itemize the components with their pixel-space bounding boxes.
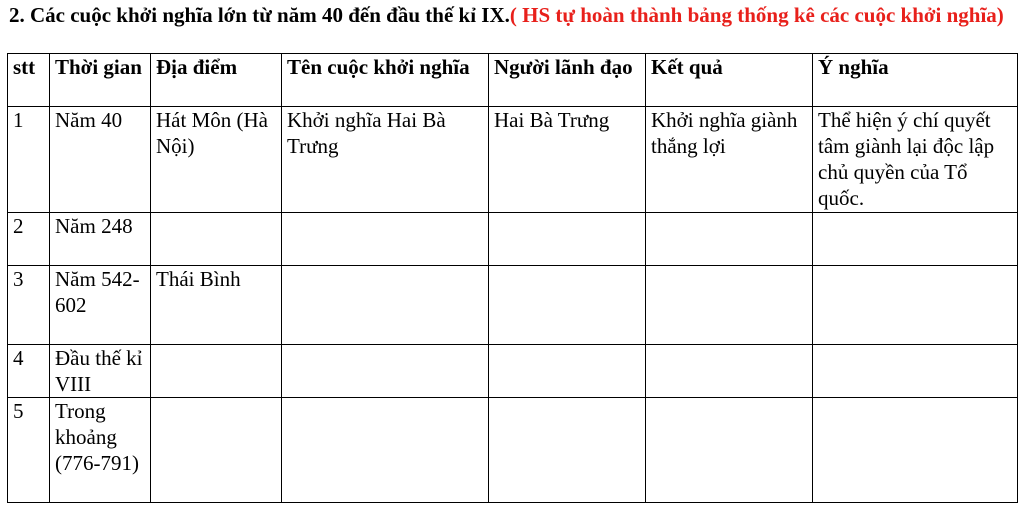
cell-uprising-name	[282, 213, 489, 266]
cell-significance: Thể hiện ý chí quyết tâm giành lại độc lập chủ quyền của Tổ quốc.	[813, 107, 1018, 213]
cell-result	[646, 345, 813, 398]
table-row	[8, 398, 1018, 503]
heading-main: 2. Các cuộc khởi nghĩa lớn từ năm 40 đến đầu thế kỉ IX.	[9, 3, 510, 27]
cell-stt: 3	[8, 266, 50, 345]
cell-significance	[813, 398, 1018, 503]
cell-result	[646, 213, 813, 266]
cell-leader	[489, 266, 646, 345]
table-header-row	[8, 54, 1018, 107]
header-leader: Người lãnh đạo	[489, 54, 646, 107]
cell-time: Năm 542-602	[50, 266, 151, 345]
cell-significance	[813, 213, 1018, 266]
cell-location	[151, 213, 282, 266]
header-result: Kết quả	[646, 54, 813, 107]
cell-time: Trong khoảng (776-791)	[50, 398, 151, 503]
cell-location	[151, 345, 282, 398]
cell-result	[646, 266, 813, 345]
cell-location: Hát Môn (Hà Nội)	[151, 107, 282, 213]
cell-uprising-name	[282, 266, 489, 345]
table-row	[8, 107, 1018, 213]
cell-time: Đầu thế kỉ VIII	[50, 345, 151, 398]
cell-stt: 2	[8, 213, 50, 266]
section-heading	[9, 3, 1014, 28]
cell-significance	[813, 266, 1018, 345]
header-location: Địa điểm	[151, 54, 282, 107]
heading-instruction: ( HS tự hoàn thành bảng thống kê các cuộc khởi nghĩa)	[509, 3, 1004, 27]
cell-uprising-name: Khởi nghĩa Hai Bà Trưng	[282, 107, 489, 213]
cell-leader	[489, 345, 646, 398]
header-significance: Ý nghĩa	[813, 54, 1018, 107]
cell-significance	[813, 345, 1018, 398]
cell-location: Thái Bình	[151, 266, 282, 345]
cell-location	[151, 398, 282, 503]
cell-stt: 1	[8, 107, 50, 213]
table-row	[8, 266, 1018, 345]
cell-time: Năm 40	[50, 107, 151, 213]
cell-leader	[489, 213, 646, 266]
cell-stt: 5	[8, 398, 50, 503]
header-uprising-name: Tên cuộc khởi nghĩa	[282, 54, 489, 107]
header-time: Thời gian	[50, 54, 151, 107]
cell-leader: Hai Bà Trưng	[489, 107, 646, 213]
cell-leader	[489, 398, 646, 503]
cell-stt: 4	[8, 345, 50, 398]
uprisings-table	[7, 53, 1018, 503]
cell-time: Năm 248	[50, 213, 151, 266]
cell-uprising-name	[282, 398, 489, 503]
table-row	[8, 345, 1018, 398]
header-stt: stt	[8, 54, 50, 107]
table-row	[8, 213, 1018, 266]
cell-uprising-name	[282, 345, 489, 398]
cell-result: Khởi nghĩa giành thắng lợi	[646, 107, 813, 213]
cell-result	[646, 398, 813, 503]
